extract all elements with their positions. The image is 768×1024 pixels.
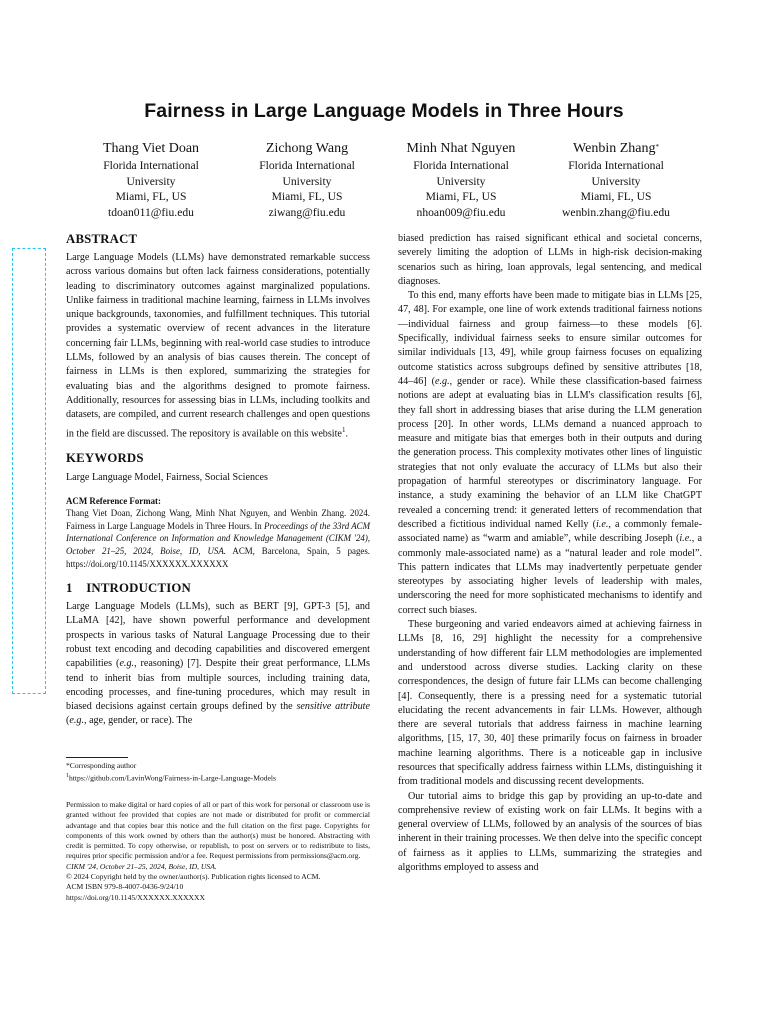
abstract-end: . — [345, 427, 348, 439]
footnote-link[interactable]: https://github.com/LavinWong/Fairness-in-Large-Language-Models — [69, 773, 276, 783]
body-text: , gender or race). While these classification-based fairness notions are adept at evaluating bias in LLM's classification results [6], they fall short in addressing biases that arise during the LLM generation process [20]. In other words, LLMs demand a nuanced approach to measure and mitigate bias that emerges both in their outputs and during the generation process. This complexity motivates other lines of linguistic strategies that not only evaluate the accuracy of LLMs but also their propagation of harmful stereotypes or discriminatory language. For instance, a study examining the behavior of an LLM like ChatGPT revealed a concerning trend: it generated letters of recommendation that described a fictitious individual named Kelly ( — [398, 375, 702, 530]
isbn-line: ACM ISBN 979-8-4007-0436-9/24/10 — [66, 882, 184, 892]
introduction-paragraph — [66, 600, 370, 729]
intro-eg: e.g. — [69, 715, 84, 727]
copyright-line: © 2024 Copyright held by the owner/author(s). Publication rights licensed to ACM. — [66, 872, 321, 882]
body-eg: e.g. — [434, 375, 450, 387]
permission-block — [66, 800, 370, 903]
conference-info: CIKM '24, October 21–25, 2024, Boise, ID, USA. — [66, 861, 217, 871]
intro-term: sensitive attribute — [296, 701, 370, 713]
footnote-rule — [66, 757, 128, 758]
author-affiliation: University — [436, 174, 486, 188]
author-email: wenbin.zhang@fiu.edu — [562, 205, 670, 219]
acm-reference-part: ACM, Barcelona, Spain, 5 pages. https://doi.org/10.1145/XXXXXX.XXXXXX — [66, 545, 370, 569]
body-text: To this end, many efforts have been made to mitigate bias in LLMs [25, 47, 48]. For example, one line of work extends traditional fairness notions—individual fairness and group fairness—to these models [6]. Specifically, individual fairness seeks to ensure similar outcomes for similar individuals [13, 49], while group fairness focuses on equalizing outcome statistics across subgroups defined by sensitive attributes [18, 44–46] ( — [398, 290, 702, 387]
author-affiliation: University — [282, 174, 332, 188]
author-affiliation: Florida International — [413, 159, 509, 172]
author-name: Minh Nhat Nguyen — [406, 141, 516, 156]
author-affiliation: University — [126, 174, 176, 188]
abstract-heading: ABSTRACT — [66, 232, 138, 246]
author-affiliation: Florida International — [568, 159, 664, 172]
body-paragraph — [398, 289, 702, 618]
author-affiliation: University — [591, 174, 641, 188]
intro-text: ( — [66, 715, 70, 727]
abstract-body: Large Language Models (LLMs) have demonstrated remarkable success across various domains but often lack fairness considerations, potentially leading to discriminatory outcomes against marginalized populations. Unlike fairness in traditional machine learning, fairness in LLMs involves unique backgrounds, taxonomies, and fulfillment techniques. This tutorial provides a systematic overview of recent advances in the literature concerning fair LLMs, beginning with real-world case studies to introduce LLMs, followed by an analysis of bias causes therein. The concept of fairness in LLMs is then explored, summarizing the strategies for evaluating bias and the algorithms designed to promote fairness. Additionally, resources for assessing bias in LLMs, including toolkits and datasets, are compiled, and current research challenges and open questions in the field are discussed. The repository is available on this website — [66, 252, 370, 439]
intro-text: , reasoning) [7]. Despite their great performance, LLMs tend to inherit bias from multiple sources, including training data, encoding processes, and fine-tuning procedures, which may result in biased decisions against certain groups defined by the — [66, 658, 370, 713]
acm-reference-text — [66, 507, 370, 570]
author-name: Wenbin Zhang — [573, 141, 656, 156]
conference-line — [66, 862, 370, 872]
selection-box[interactable] — [12, 248, 46, 694]
body-ie: i.e. — [679, 533, 692, 545]
intro-text: Large Language Models (LLMs), such as BERT [9], GPT-3 [5], and LLaMA [42], have shown powerful performance and development prospects in various tasks of Natural Language Processing due to their robust text encoding and decoding capabilities and discovered emergent capabilities ( — [66, 601, 370, 670]
footnote-url — [66, 771, 370, 784]
author-email: nhoan009@fiu.edu — [416, 205, 506, 219]
body-paragraph: biased prediction has raised significant ethical and societal concerns, severely limiting the adoption of LLMs in high-risk decision-making scenarios such as hiring, loan approvals, legal sentencing, and medical diagnoses. — [398, 233, 702, 287]
footnote-mark: 1 — [341, 425, 346, 434]
acm-reference-label — [66, 495, 370, 508]
acm-reference-title: ACM Reference Format: — [66, 495, 161, 506]
author-affiliation: Florida International — [103, 159, 199, 172]
intro-text: , age, gender, or race). The — [84, 715, 193, 727]
keywords-text: Large Language Model, Fairness, Social Sciences — [66, 472, 268, 484]
body-text: , a commonly female-associated name) as “warm and amiable”, while describing Joseph ( — [398, 518, 702, 545]
author-block — [0, 140, 768, 220]
right-column — [398, 232, 702, 875]
author-email: tdoan011@fiu.edu — [108, 205, 194, 219]
introduction-heading: 1 INTRODUCTION — [66, 581, 191, 596]
author-email: ziwang@fiu.edu — [268, 205, 346, 219]
body-paragraph: These burgeoning and varied endeavors aimed at achieving fairness in LLMs [8, 16, 29] highlight the necessity for a comprehensive understanding of how different fair LLM methodologies are implemented and understood across diverse studies. Lacking clarity on these correspondences, the design of future fair LLMs can become challenging [4]. Consequently, there is a pressing need for a systematic tutorial elucidating the recent advancements in fair LLMs. However, although there are several tutorials that address fairness in machine learning algorithms, [15, 17, 30, 40] these primarily focus on fairness in broader machine learning algorithms. There is a noticeable gap in inclusive resources that specifically address fairness within LLMs, distinguishing it from traditional models and discussing recent developments. — [398, 619, 702, 788]
left-column — [66, 232, 370, 729]
acm-reference-part: Thang Viet Doan, Zichong Wang, Minh Nhat Nguyen, and Wenbin Zhang. 2024. Fairness in Large Language Models in Three Hours. In — [66, 508, 370, 531]
body-ie: i.e. — [595, 518, 609, 530]
footnotes — [66, 757, 370, 784]
author-location: Miami, FL, US — [271, 190, 343, 204]
abstract-text — [66, 251, 370, 441]
author-affiliation: Florida International — [259, 159, 355, 172]
intro-eg: e.g. — [119, 658, 135, 670]
keywords-heading: KEYWORDS — [66, 451, 144, 466]
author-3 — [371, 140, 551, 220]
author-mark: * — [655, 143, 659, 151]
body-paragraph: Our tutorial aims to bridge this gap by providing an up-to-date and comprehensive review of existing work on fair LLMs. It begins with a general overview of LLMs, followed by an analysis of the sources of bias inherent in their training processes. We then delve into the specific concept of fairness as it applies to LLMs, summarizing the strategies and algorithms employed to assess and — [398, 790, 702, 874]
author-4 — [526, 140, 706, 220]
permission-text: Permission to make digital or hard copies of all or part of this work for personal or classroom use is granted without fee provided that copies are not made or distributed for profit or commercial advantage and that copies bear this notice and the full citation on the first page. Copyrights for components of this work owned by others than the author(s) must be honored. Abstracting with credit is permitted. To copy otherwise, or republish, to post on servers or to redistribute to lists, requires prior specific permission and/or a fee. Request permissions from permissions@acm.org. — [66, 800, 370, 861]
footnote-mark: 1 — [66, 773, 69, 779]
author-location: Miami, FL, US — [425, 190, 497, 204]
body-text: , a commonly male-associated name) as a “natural leader and role model”. This pattern indicates that LLMs may inadvertently perpetuate gender stereotypes by associating higher levels of leadership with males, underscoring the need for more sophisticated mechanisms to identify and correct such biases. — [398, 533, 703, 616]
author-1 — [61, 140, 241, 220]
author-location: Miami, FL, US — [115, 190, 187, 204]
footnote-corresponding: *Corresponding author — [66, 761, 137, 770]
author-location: Miami, FL, US — [580, 190, 652, 204]
acm-reference-venue: Proceedings of the 33rd ACM International Conference on Information and Knowledge Management (CIKM '24), October 21–25, 2024, Boise, ID, USA. — [66, 520, 370, 556]
paper-title: Fairness in Large Language Models in Three Hours — [144, 100, 624, 122]
author-2 — [217, 140, 397, 220]
author-name: Thang Viet Doan — [102, 141, 200, 156]
doi-line[interactable]: https://doi.org/10.1145/XXXXXX.XXXXXX — [66, 892, 206, 902]
author-name: Zichong Wang — [265, 141, 349, 156]
